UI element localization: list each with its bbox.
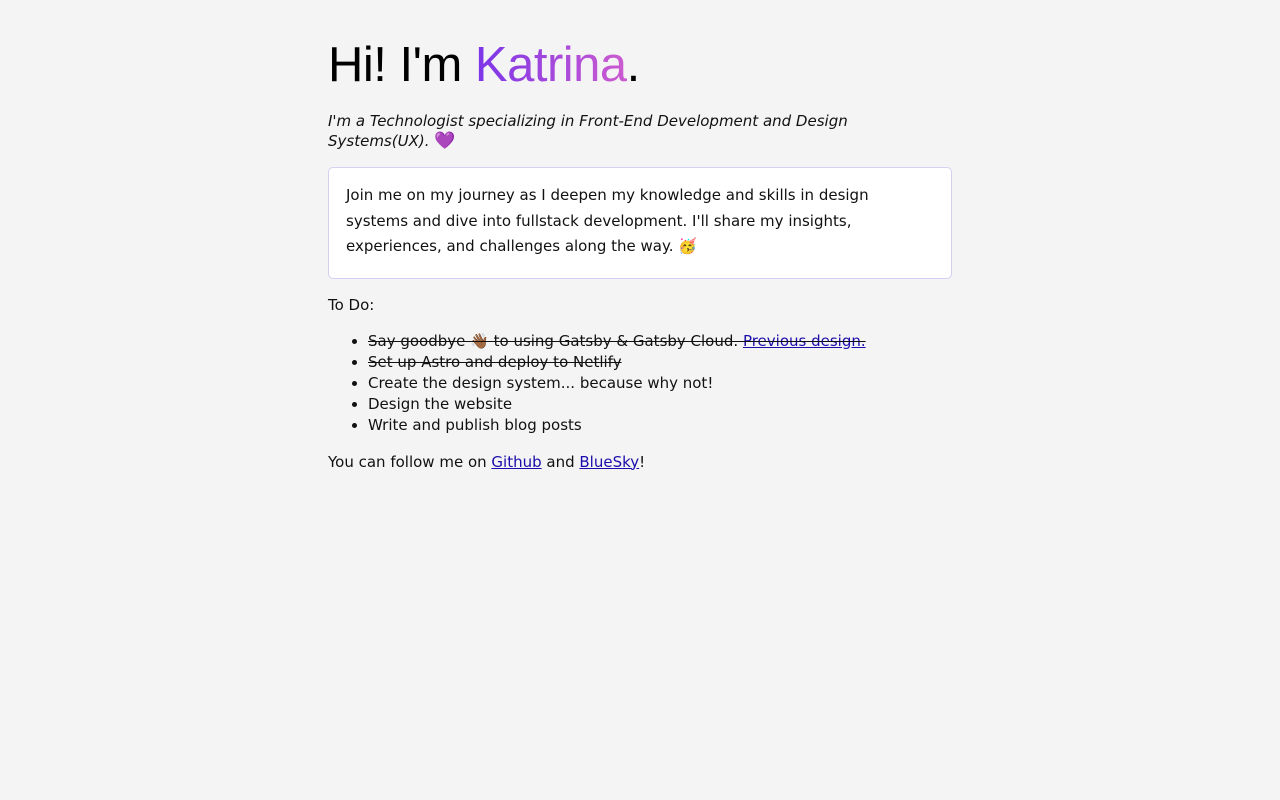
todo-item-text: Say goodbye (368, 331, 471, 350)
purple-heart-icon: 💜 (434, 131, 456, 151)
intro-card (328, 167, 952, 279)
title-period: . (626, 38, 640, 92)
intro-text: Join me on my journey as I deepen my knowledge and skills in design systems and dive into fullstack development. I'll share my insights, experiences, and challenges along the way. (346, 186, 869, 255)
follow-prefix: You can follow me on (328, 452, 492, 471)
follow-and: and (541, 452, 580, 471)
waving-hand-icon: 👋🏾 (470, 331, 489, 350)
github-link[interactable]: Github (491, 452, 542, 471)
todo-item-design-website: • Design the website (368, 394, 952, 415)
previous-design-link[interactable]: Previous design. (742, 331, 866, 350)
page-title (328, 36, 952, 94)
todo-item-goodbye-gatsby (368, 331, 952, 352)
tagline-text: I'm a Technologist specializing in Front-End Development and Design Systems(UX). (328, 112, 848, 150)
todo-item-text: to using Gatsby & Gatsby Cloud. (488, 331, 743, 350)
bluesky-link[interactable]: BlueSky (579, 452, 640, 471)
name-highlight: Katrina (474, 38, 627, 92)
todo-list (328, 331, 952, 436)
todo-item-design-system: • Create the design system... because why not! (368, 373, 952, 394)
page-content (328, 0, 952, 473)
follow-suffix: ! (639, 452, 646, 471)
tagline (328, 111, 952, 151)
greeting-text: Hi! I'm (328, 38, 475, 92)
party-face-icon: 🥳 (678, 237, 697, 255)
todo-heading: To Do: (328, 295, 375, 314)
todo-item-blog-posts: • Write and publish blog posts (368, 415, 952, 436)
follow-line (328, 452, 952, 473)
todo-item-astro: • Set up Astro and deploy to Netlify (368, 352, 952, 373)
